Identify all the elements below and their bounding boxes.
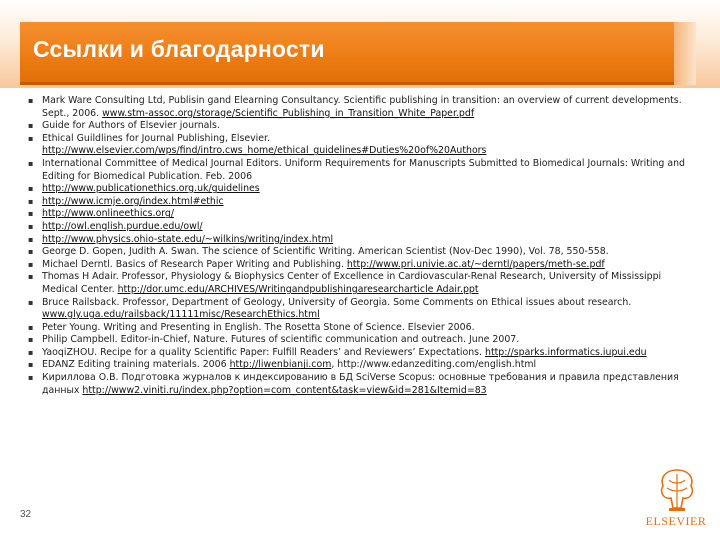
reference-item [28, 322, 690, 335]
reference-item [28, 183, 690, 196]
reference-text: Peter Young. Writing and Presenting in English. The Rosetta Stone of Science. Elsevier 2006. [42, 321, 475, 333]
reference-item [28, 208, 690, 221]
reference-text: Philip Campbell. Editor-in-Chief, Nature. Futures of scientific communication and outreach. June 2007. [42, 334, 520, 346]
reference-item [28, 158, 690, 183]
reference-link[interactable]: www.stm-assoc.org/storage/Scientific_Publishing_in_Transition_White_Paper.pdf [102, 107, 475, 119]
reference-item [28, 347, 690, 360]
reference-link[interactable]: http://www2.viniti.ru/index.php?option=com_content&task=view&id=281&Itemid=83 [82, 384, 487, 396]
bullet-icon: ▪ [28, 96, 34, 105]
bullet-icon: ▪ [28, 196, 34, 206]
elsevier-logo [640, 462, 712, 534]
bullet-icon: ▪ [28, 335, 34, 345]
reference-link[interactable]: http://www.physics.ohio-state.edu/~wilkins/writing/index.html [42, 233, 334, 245]
reference-text: Bruce Railsback. Professor, Department of Geology, University of Georgia. Some Comments on Ethical issues about research. [42, 296, 632, 308]
reference-link[interactable]: http://www.onlineethics.org/ [42, 208, 174, 220]
reference-item [28, 246, 690, 259]
reference-item [28, 359, 690, 372]
reference-item [28, 271, 690, 296]
bullet-icon: ▪ [28, 297, 34, 307]
slide-header [0, 0, 720, 88]
reference-text: George D. Gopen, Judith A. Swan. The science of Scientific Writing. American Scientist (Nov-Dec 1990), Vol. 78, 550-558. [42, 246, 609, 258]
bullet-icon: ▪ [28, 272, 34, 282]
reference-item [28, 95, 690, 120]
reference-item [28, 234, 690, 247]
bullet-icon: ▪ [28, 133, 34, 143]
bullet-icon: ▪ [28, 259, 34, 269]
elsevier-wordmark: ELSEVIER [645, 514, 707, 528]
bullet-icon: ▪ [28, 322, 34, 332]
reference-item [28, 120, 690, 133]
bullet-icon: ▪ [28, 347, 34, 357]
reference-text: Mark Ware Consulting Ltd, Publisin gand Elearning Consultancy. Scientific publishing in transition: an overview of current developments. Sept., 2006. [42, 95, 682, 119]
reference-link[interactable]: http://www.icmje.org/index.html#ethic [42, 195, 224, 207]
references-list [28, 95, 690, 397]
reference-link[interactable]: http://dor.umc.edu/ARCHIVES/Writingandpublishingaresearcharticle Adair.ppt [117, 283, 479, 295]
bullet-icon: ▪ [28, 121, 34, 131]
reference-item [28, 297, 690, 322]
page-number: 32 [20, 509, 32, 520]
reference-item [28, 372, 690, 397]
bullet-icon: ▪ [28, 373, 34, 383]
reference-link[interactable]: http://www.publicationethics.org.uk/guidelines [42, 183, 260, 195]
bullet-icon: ▪ [28, 209, 34, 219]
elsevier-tree-icon [655, 464, 699, 514]
bullet-icon: ▪ [28, 158, 34, 168]
reference-link[interactable]: http://owl.english.purdue.edu/owl/ [42, 220, 203, 232]
title-bar-shadow [674, 22, 696, 85]
reference-item [28, 334, 690, 347]
reference-text: YaoqiZHOU. Recipe for a quality Scientific Paper: Fulfill Readers’ and Reviewers’ Expectations. [42, 346, 486, 358]
bullet-icon: ▪ [28, 184, 34, 194]
reference-text-after: , http://www.edanzediting.com/english.html [331, 359, 537, 371]
reference-link[interactable]: www.gly.uga.edu/railsback/11111misc/ResearchEthics.html [42, 309, 320, 321]
bullet-icon: ▪ [28, 221, 34, 231]
reference-item [28, 259, 690, 272]
reference-link[interactable]: http://liwenbianji.com [229, 359, 332, 371]
title-bar [20, 22, 674, 85]
reference-text: Michael Derntl. Basics of Research Paper Writing and Publishing. [42, 258, 347, 270]
reference-item [28, 133, 690, 158]
bullet-icon: ▪ [28, 247, 34, 257]
reference-item [28, 221, 690, 234]
reference-link[interactable]: http://www.elsevier.com/wps/find/intro.cws_home/ethical_guidelines#Duties%20of%20Authors [42, 145, 487, 157]
reference-text: Ethical Guildlines for Journal Publishing, Elsevier. [42, 132, 271, 144]
bullet-icon: ▪ [28, 234, 34, 244]
reference-text: EDANZ Editing training materials. 2006 [42, 359, 230, 371]
slide-title: Ссылки и благодарности [33, 36, 325, 62]
reference-text: International Committee of Medical Journal Editors. Uniform Requirements for Manuscripts Submitted to Biomedical Journals: Writing and Editing for Biomedical Publication. Feb. 2006 [42, 157, 685, 182]
reference-link[interactable]: http://www.pri.univie.ac.at/~derntl/papers/meth-se.pdf [346, 258, 605, 270]
bullet-icon: ▪ [28, 360, 34, 370]
reference-text: Thomas H Adair. Professor, Physiology & Biophysics Center of Excellence in Cardiovascular-Renal Research, University of Mississippi Medical Center. [42, 271, 662, 295]
reference-text: Guide for Authors of Elsevier journals. [42, 120, 220, 132]
reference-text: Кириллова О.В. Подготовка журналов к индексированию в БД SciVerse Scopus: основные требования и правила представления данных [42, 372, 679, 396]
reference-link[interactable]: http://sparks.informatics.iupui.edu [485, 346, 647, 358]
reference-item [28, 196, 690, 209]
